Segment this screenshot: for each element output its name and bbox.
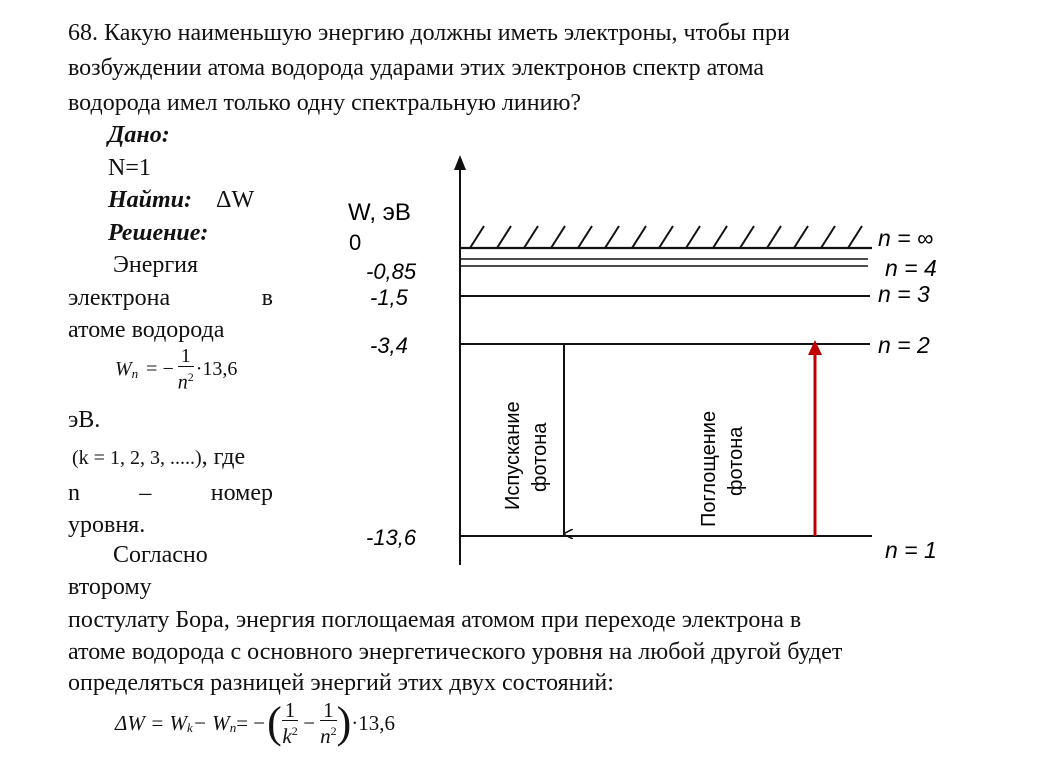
energy-value-4: -0,85	[366, 259, 417, 284]
formula-symbol: W	[115, 357, 132, 380]
paren-left: (	[267, 698, 282, 747]
energy-value-2: -3,4	[370, 333, 408, 358]
fraction-numerator: 1	[320, 700, 337, 721]
problem-line-2: возбуждении атома водорода ударами этих электронов спектр атома	[68, 55, 765, 81]
fraction-denominator: $n^2$	[320, 724, 337, 748]
solution-line-7: Согласно	[113, 542, 208, 568]
formula-minus: −	[303, 710, 316, 735]
level-label-3: n = 3	[878, 281, 930, 307]
emission-label-1: Испускание	[502, 401, 524, 510]
energy-value-1: -13,6	[366, 525, 417, 550]
axis-arrow-icon	[454, 155, 466, 170]
hatching	[470, 226, 862, 248]
solution-heading: Решение:	[108, 220, 209, 246]
fraction-numerator: 1	[178, 346, 194, 367]
paragraph-line-3: определяться разницей энергий этих двух состояний:	[68, 670, 614, 696]
k-range-gde: , где	[201, 444, 246, 470]
fraction-numerator: 1	[282, 700, 299, 721]
solution-line-8: второму	[68, 574, 152, 600]
formula-subscript-k: k	[186, 720, 193, 735]
formula-left: ΔW = W	[115, 710, 187, 735]
energy-value-inf: 0	[349, 230, 362, 255]
solution-line-3: атоме водорода	[68, 317, 225, 343]
k-range: (k = 1, 2, 3, .....)	[72, 447, 202, 469]
solution-line-6: уровня.	[68, 512, 146, 538]
problem-line-1: 68. Какую наименьшую энергию должны иметь электроны, чтобы при	[68, 20, 790, 46]
solution-line-1: Энергия	[113, 252, 199, 278]
solution-word: в	[261, 285, 273, 311]
given-value: N=1	[108, 155, 151, 181]
level-label-1: n = 1	[885, 537, 937, 563]
level-label-inf: n = ∞	[878, 225, 934, 251]
paren-right: )	[336, 698, 352, 747]
absorption-label-2: фотона	[725, 426, 747, 496]
absorption-arrowhead-icon	[808, 340, 822, 355]
formula-subscript: n	[131, 366, 139, 382]
formula-equals: = −	[146, 357, 174, 380]
absorption-label-1: Поглощение	[698, 410, 720, 527]
formula-tail: ·13,6	[351, 710, 396, 735]
level-label-2: n = 2	[878, 332, 930, 358]
solution-line-4: эВ.	[68, 407, 101, 433]
find-value: ΔW	[216, 187, 255, 213]
level-label-4: n = 4	[885, 255, 937, 281]
problem-line-3: водорода имел только одну спектральную линию?	[68, 90, 582, 116]
axis-label: W, эВ	[348, 199, 411, 226]
formula-mid: − W	[192, 710, 230, 735]
solution-word: –	[139, 480, 152, 506]
emission-label-2: фотона	[529, 422, 551, 492]
energy-value-3: -1,5	[370, 285, 408, 310]
fraction-denominator: $k^2$	[282, 724, 298, 748]
solution-word: n	[68, 480, 80, 506]
formula-subscript-n: n	[229, 720, 237, 735]
paragraph-line-1: постулату Бора, энергия поглощаемая атомом при переходе электрона в	[68, 607, 802, 633]
formula-tail: ·13,6	[195, 357, 238, 380]
formula-equals: = −	[236, 710, 266, 735]
solution-word: электрона	[68, 285, 171, 311]
given-heading: Дано:	[108, 122, 170, 148]
paragraph-line-2: атоме водорода с основного энергетического уровня на любой другой будет	[68, 639, 843, 665]
solution-word: номер	[210, 480, 273, 506]
fraction-denominator: $n^2$	[177, 370, 194, 394]
find-heading: Найти:	[108, 187, 193, 213]
